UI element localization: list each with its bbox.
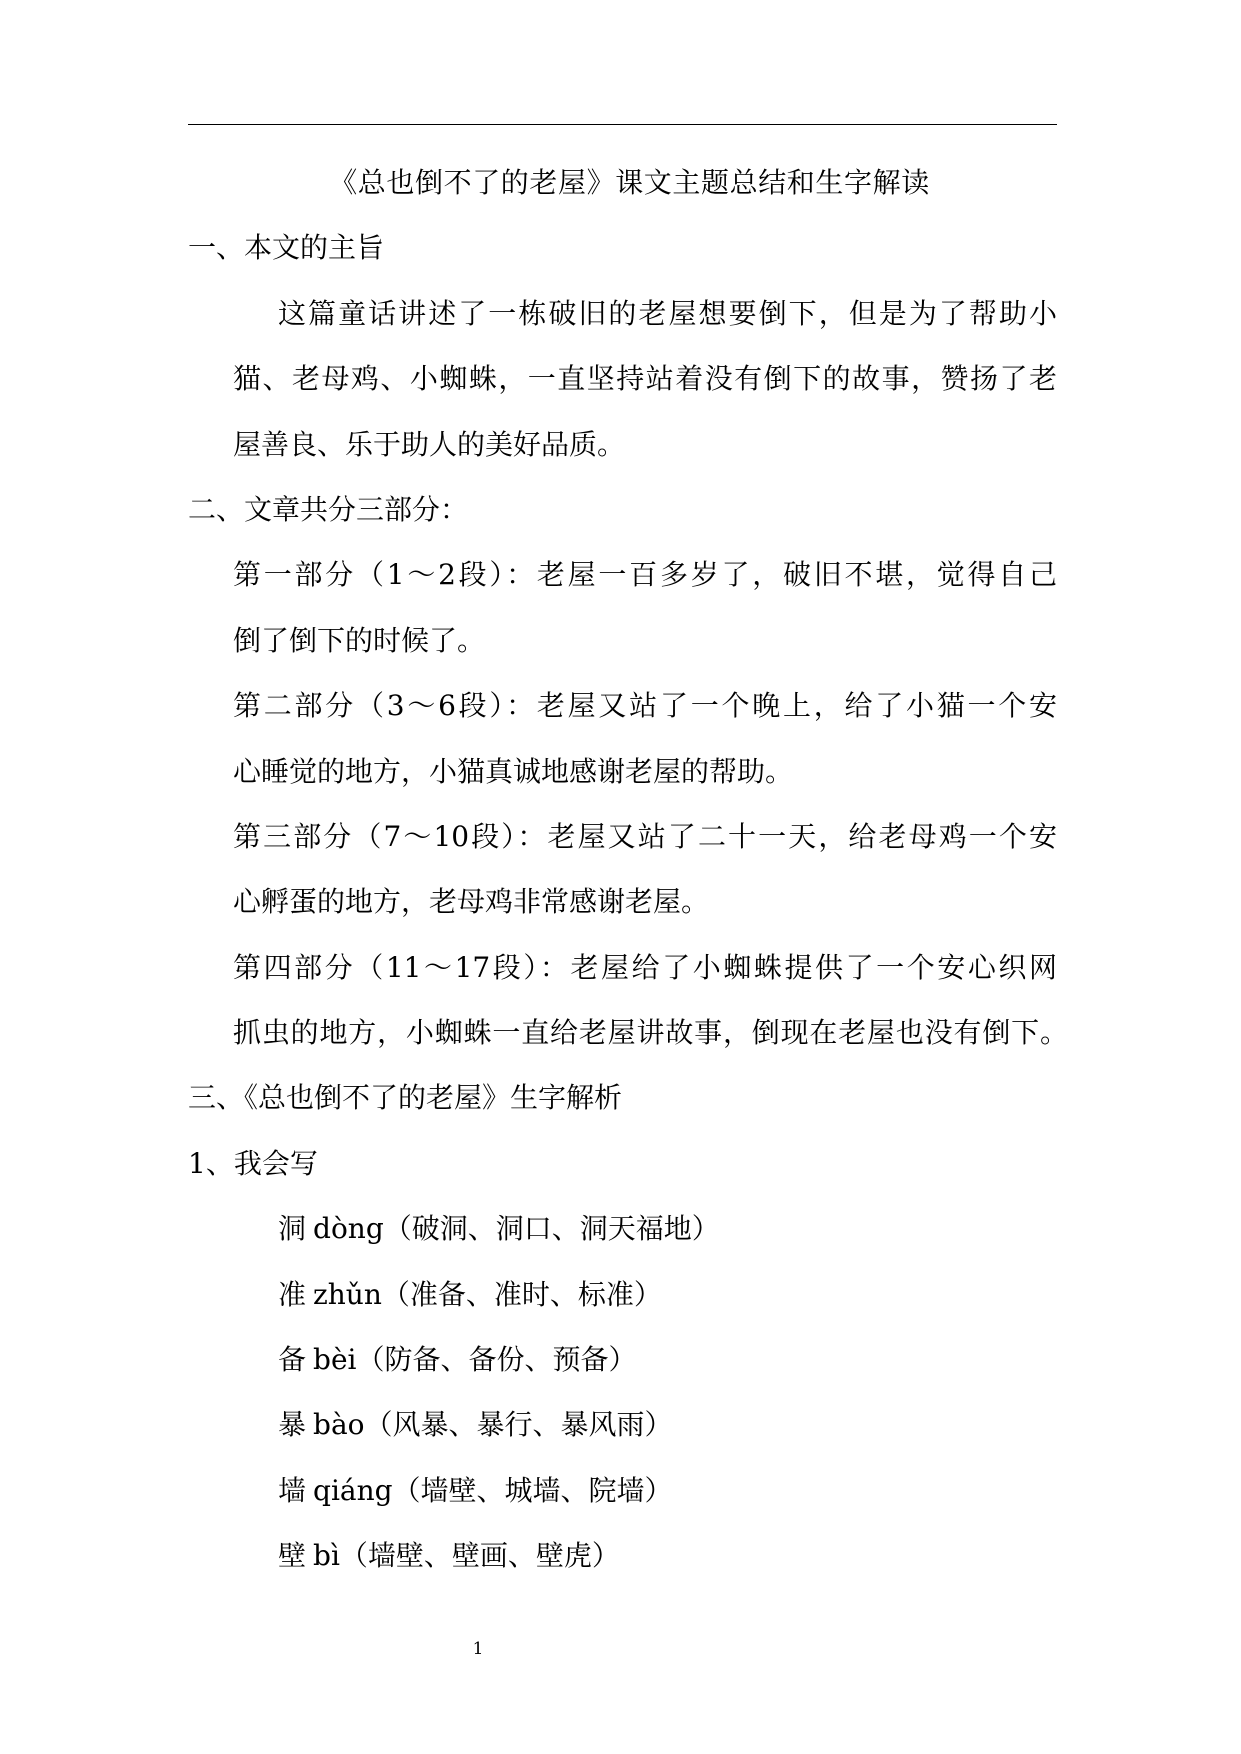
character-words: （防备、备份、预备） [356,1343,637,1377]
page-number: 1 [472,1639,484,1659]
character-glyph: 壁 [278,1539,307,1573]
character-entry [278,1392,1241,1457]
character-entry [278,1327,1241,1392]
character-entry [278,1523,1241,1588]
character-pinyin: bào [313,1408,365,1442]
part-summary-4 [0,935,1241,1066]
document-body [0,150,1241,1589]
paragraph-line: 抓虫的地方，小蜘蛛一直给老屋讲故事，倒现在老屋也没有倒下。 [233,1016,1068,1050]
character-glyph: 墙 [278,1473,307,1507]
section-heading-theme: 一、本文的主旨 [188,231,385,265]
paragraph-line: 心睡觉的地方，小猫真诚地感谢老屋的帮助。 [233,754,794,788]
character-words: （墙壁、壁画、壁虎） [339,1539,620,1573]
section-heading-characters: 三、《总也倒不了的老屋》生字解析 [188,1081,623,1115]
subheading-writing: 1、我会写 [188,1146,318,1180]
part-summary-3 [0,804,1241,935]
header-rule [188,124,1057,125]
character-glyph: 准 [278,1277,307,1311]
paragraph-line: 第一部分（1～2段）：老屋一百多岁了，破旧不堪，觉得自己 [233,558,1057,592]
character-entry [278,1458,1241,1523]
character-words: （破洞、洞口、洞天福地） [383,1212,720,1246]
paragraph-line: 第四部分（11～17段）：老屋给了小蜘蛛提供了一个安心织网 [233,950,1057,984]
theme-paragraph [0,281,1241,477]
character-words: （准备、准时、标准） [381,1277,662,1311]
character-pinyin: zhǔn [313,1277,382,1311]
part-summary-2 [0,673,1241,804]
document-title: 《总也倒不了的老屋》课文主题总结和生字解读 [329,166,930,199]
character-pinyin: bì [313,1539,340,1573]
paragraph-line: 第二部分（3～6段）：老屋又站了一个晚上，给了小猫一个安 [233,689,1057,723]
character-entry [278,1262,1241,1327]
character-words: （风暴、暴行、暴风雨） [364,1408,673,1442]
character-list [0,1196,1241,1588]
character-pinyin: dòng [313,1212,384,1246]
character-glyph: 洞 [278,1212,307,1246]
character-words: （墙壁、城墙、院墙） [392,1473,673,1507]
paragraph-line: 第三部分（7～10段）：老屋又站了二十一天，给老母鸡一个安 [233,819,1057,853]
paragraph-line: 倒了倒下的时候了。 [233,623,486,657]
paragraph-line: 猫、老母鸡、小蜘蛛，一直坚持站着没有倒下的故事，赞扬了老 [233,362,1057,396]
paragraph-line: 心孵蛋的地方，老母鸡非常感谢老屋。 [233,885,710,919]
character-pinyin: qiáng [313,1473,393,1507]
part-summary-1 [0,542,1241,673]
character-glyph: 暴 [278,1408,307,1442]
paragraph-line: 这篇童话讲述了一栋破旧的老屋想要倒下，但是为了帮助小 [278,296,1057,330]
character-pinyin: bèi [313,1343,357,1377]
character-glyph: 备 [278,1343,307,1377]
paragraph-line: 屋善良、乐于助人的美好品质。 [233,427,626,461]
section-heading-parts: 二、文章共分三部分： [188,492,469,526]
character-entry [278,1196,1241,1261]
